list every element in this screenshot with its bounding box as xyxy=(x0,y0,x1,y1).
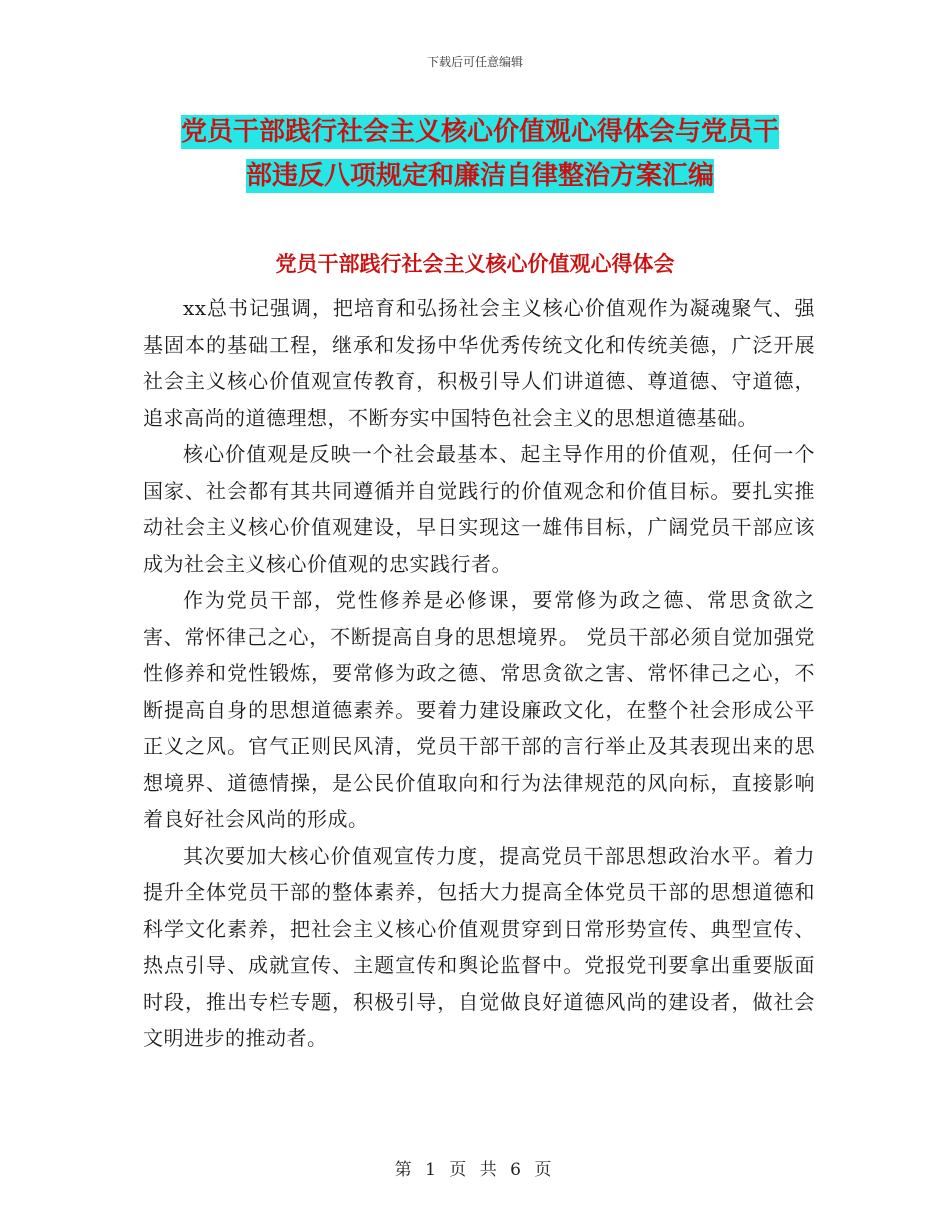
page-footer: 第 1 页 共 6 页 xyxy=(394,1160,556,1180)
paragraph-3: 作为党员干部，党性修养是必修课，要常修为政之德、常思贪欲之害、常怀律己之心，不断提高自身的思想境界。 党员干部必须自觉加强党性修养和党性锻炼，要常修为政之德、常思贪欲之害、常怀律己之心，不断提高自身的思想道德素养。要着力建设廉政文化，在整个社会形成公平正义之风。官气正则民风清，党员干部干部的言行举止及其表现出来的思想境界、道德情操，是公民价值取向和行为法律规范的风向标，直接影响着良好社会风尚的形成。 xyxy=(143,588,815,831)
header-note: 下载后可任意编辑 xyxy=(426,55,523,69)
paragraph-1: xx总书记强调，把培育和弘扬社会主义核心价值观作为凝魂聚气、强基固本的基础工程，继承和发扬中华优秀传统文化和传统美德，广泛开展社会主义核心价值观宣传教育，积极引导人们讲道德、尊道德、守道德，追求高尚的道德理想，不断夯实中国特色社会主义的思想道德基础。 xyxy=(143,296,815,430)
title-line-1-text: 党员干部践行社会主义核心价值观心得体会与党员干 xyxy=(180,117,779,147)
title-line-1 xyxy=(140,110,820,154)
section-title: 党员干部践行社会主义核心价值观心得体会 xyxy=(275,252,675,276)
body-text xyxy=(143,290,815,1057)
paragraph-2: 核心价值观是反映一个社会最基本、起主导作用的价值观，任何一个国家、社会都有其共同遵循并自觉践行的价值观念和价值目标。要扎实推动社会主义核心价值观建设，早日实现这一雄伟目标，广阔党员干部应该成为社会主义核心价值观的忠实践行者。 xyxy=(143,442,815,576)
title-line-2 xyxy=(140,154,820,198)
document-title xyxy=(140,110,820,198)
paragraph-4: 其次要加大核心价值观宣传力度，提高党员干部思想政治水平。着力提升全体党员干部的整体素养，包括大力提高全体党员干部的思想道德和科学文化素养，把社会主义核心价值观贯穿到日常形势宣传、典型宣传、热点引导、成就宣传、主题宣传和舆论监督中。党报党刊要拿出重要版面时段，推出专栏专题，积极引导，自觉做良好道德风尚的建设者，做社会文明进步的推动者。 xyxy=(143,843,815,1050)
title-line-2-text: 部违反八项规定和廉洁自律整治方案汇编 xyxy=(245,161,714,191)
